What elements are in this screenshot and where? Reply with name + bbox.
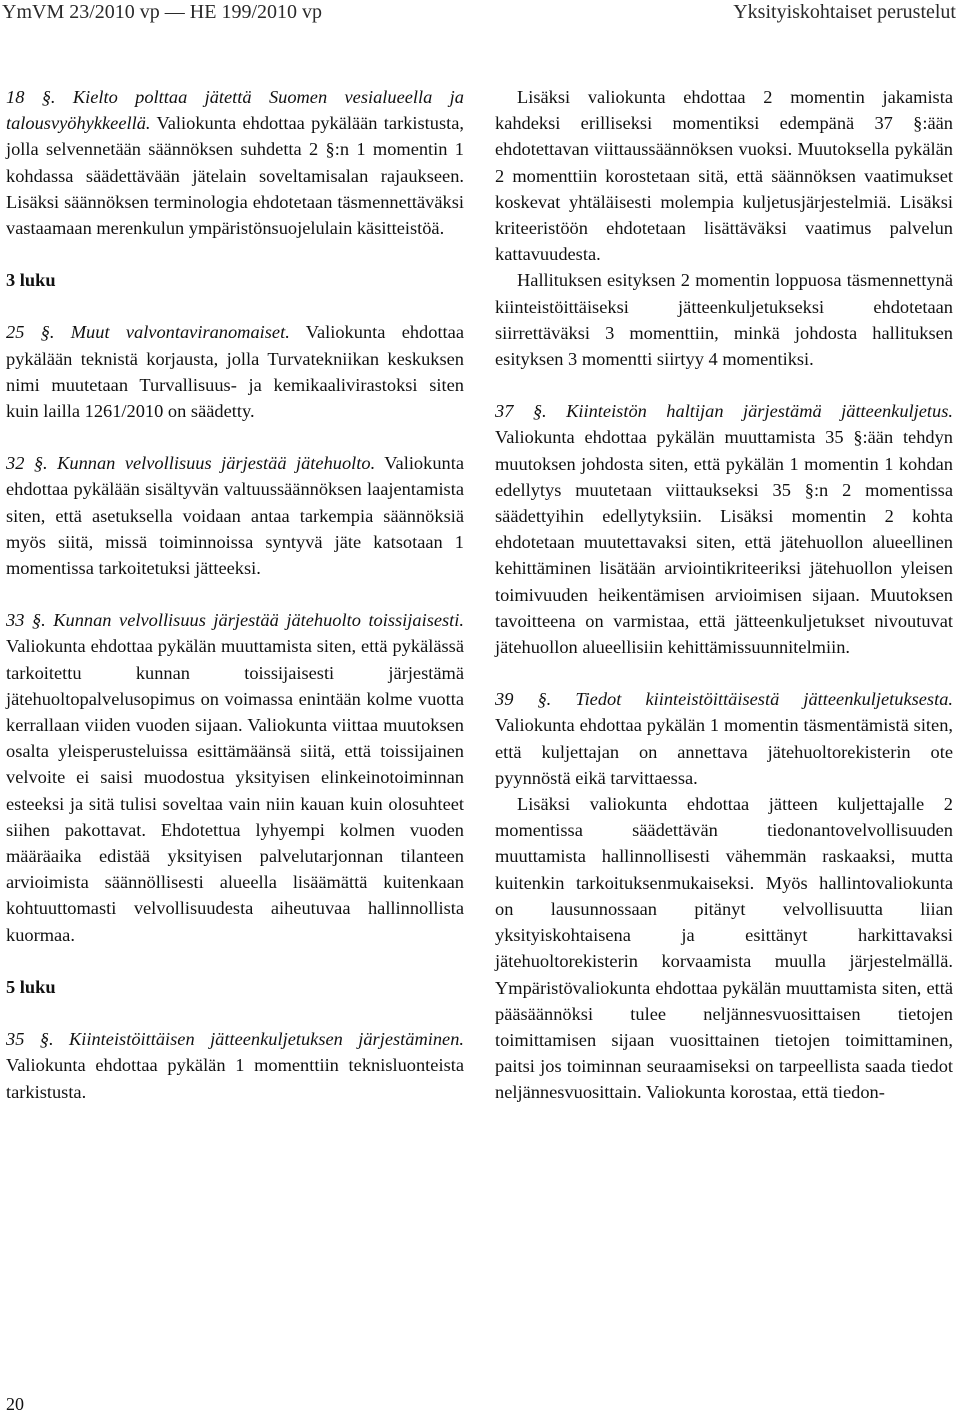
header-section-title: Yksityiskohtaiset perustelut: [733, 1, 956, 23]
section-33: [6, 607, 464, 948]
right-column: [495, 84, 953, 1106]
section-39-title: 39 §. Tiedot kiinteistöittäisestä jätteenkuljetuksesta.: [495, 689, 953, 710]
section-18-title: 18 §. Kielto polttaa jätettä Suomen vesialueella ja talousvyöhykkeellä.: [6, 87, 464, 134]
section-32-text: Valiokunta ehdottaa pykälään sisältyvän valtuussäännöksen laajentamista siten, että asetuksella voidaan antaa tarkempia säännöksiä myös siitä, missä toiminnoissa syntyvä jäte katsotaan 1 momentissa tarkoitetuksi jätteeksi.: [6, 453, 464, 579]
section-33-title: 33 §. Kunnan velvollisuus järjestää jätehuolto toissijaisesti.: [6, 610, 464, 631]
section-39: [495, 686, 953, 791]
left-column: [6, 84, 464, 1105]
header-document-ref: YmVM 23/2010 vp — HE 199/2010 vp: [2, 1, 322, 23]
section-18-text: Valiokunta ehdottaa pykälään tarkistusta, jolla selvennetään säännöksen suhdetta 2 §:n 1 momentin 1 kohdassa säädettävään jätelain soveltamisalan rajaukseen. Lisäksi säännöksen terminologia ehdotetaan täsmennettäväksi vastaamaan merenkulun ympäristönsuojelulain käsitteistöä.: [6, 113, 464, 239]
section-37-title: 37 §. Kiinteistön haltijan järjestämä jätteenkuljetus.: [495, 401, 953, 422]
paragraph-35-continued: Lisäksi valiokunta ehdottaa 2 momentin jakamista kahdeksi erilliseksi momentiksi edempänä 37 §:ään ehdotettavan viittaussäännöksen vuoksi. Muutoksella pykälän 2 momenttiin korostetaan sitä, että säännöksen vaatimukset koskevat yhtäläisesti molempia kuljetusjärjestelmiä. Lisäksi kriteeristöön ehdotetaan lisättäväksi vaatimus palvelun kattavuudesta.: [495, 87, 953, 265]
section-25-title: 25 §. Muut valvontaviranomaiset.: [6, 322, 290, 343]
page-number: 20: [6, 1394, 24, 1414]
section-32: [6, 450, 464, 581]
running-header: [0, 0, 960, 30]
paragraph-39-continued: Lisäksi valiokunta ehdottaa jätteen kuljettajalle 2 momentissa säädettävän tiedonantovelvollisuuden muuttamista hallinnollisesti vähemmän raskaaksi, mutta kuitenkin tarkoituksenmukaiseksi. Myös hallintovaliokunta on lausunnossaan pitänyt velvollisuutta liian yksityiskohtaisena ja esittänyt harkittavaksi jätehuoltorekisterin korvaamista muulla järjestelmällä. Ympäristövaliokunta ehdottaa pykälän muuttamista siten, että pääsäännöksi tulee neljännesvuosittaisen tietojen toimittamisen sijaan vuosittainen tietojen toimittaminen, paitsi jos toiminnan seuraamiseksi on tarpeellista saada tiedot neljännesvuosittain. Valiokunta korostaa, että tiedon-: [495, 794, 953, 1103]
section-37: [495, 398, 953, 660]
paragraph-35-government-proposal: Hallituksen esityksen 2 momentin loppuosa täsmennettynä kiinteistöittäiseksi jätteenkuljetukseksi ehdotetaan siirrettäväksi 3 momenttiin, minkä johdosta hallituksen esityksen 3 momentti siirtyy 4 momentiksi.: [495, 270, 953, 370]
section-37-text: Valiokunta ehdottaa pykälän muuttamista 35 §:ään tehdyn muutoksen johdosta siten, että pykälän 1 momentin 1 kohdan edellytys muutetaan viittaukseksi 35 §:n 2 momentissa säädettyihin edellytyksiin. Lisäksi momentin 2 kohta ehdotetaan muutettavaksi siten, että jätehuollon alueellinen kehittäminen lisätään arviointikriteeriksi jätehuollon yleisen toimivuuden heikentämisen arvioimisen sijaan. Muutoksen tavoitteena on varmistaa, että jätteenkuljetukset nivoutuvat jätehuollon alueellisiin kehittämissuunnitelmiin.: [495, 427, 953, 658]
section-39-text: Valiokunta ehdottaa pykälän 1 momentin täsmentämistä siten, että kuljettajan on annettava jätehuoltorekisterin ote pyynnöstä eikä tarvittaessa.: [495, 715, 953, 788]
section-35: [6, 1026, 464, 1105]
section-25-text: Valiokunta ehdottaa pykälään teknistä korjausta, jolla Turvatekniikan keskuksen nimi muutetaan Turvallisuus- ja kemikaalivirastoksi siten kuin lailla 1261/2010 on säädetty.: [6, 322, 464, 422]
section-33-text: Valiokunta ehdottaa pykälän muuttamista siten, että pykälässä tarkoitettu kunnan toissijaisesti järjestämä jätehuoltopalvelusopimus on voimassa enintään kolme vuotta kerrallaan viiden vuoden sijaan. Valiokunta viittaa muutoksen osalta yleisperusteluissa esittämäänsä siitä, että toissijainen velvoite ei saisi muodostua yksityisen elinkeinotoiminnan esteeksi ja sitä tulisi soveltaa vain niin kauan kuin olosuhteet siihen pakottavat. Ehdotettua lyhyempi kolmen vuoden määräaika edistää yksityisen palvelutarjonnan tilanteen arvioimista säännöllisesti alueella lisäämättä kuitenkaan kohtuuttomasti velvollisuudesta aiheutuvaa hallinnollista kuormaa.: [6, 636, 464, 945]
chapter-5-heading: 5 luku: [6, 976, 56, 997]
section-32-title: 32 §. Kunnan velvollisuus järjestää jätehuolto.: [6, 453, 376, 474]
chapter-3-heading: 3 luku: [6, 270, 56, 291]
section-25: [6, 319, 464, 424]
section-35-title: 35 §. Kiinteistöittäisen jätteenkuljetuksen järjestäminen.: [6, 1029, 464, 1050]
section-18: [6, 84, 464, 241]
section-35-text: Valiokunta ehdottaa pykälän 1 momenttiin teknisluonteista tarkistusta.: [6, 1055, 464, 1102]
